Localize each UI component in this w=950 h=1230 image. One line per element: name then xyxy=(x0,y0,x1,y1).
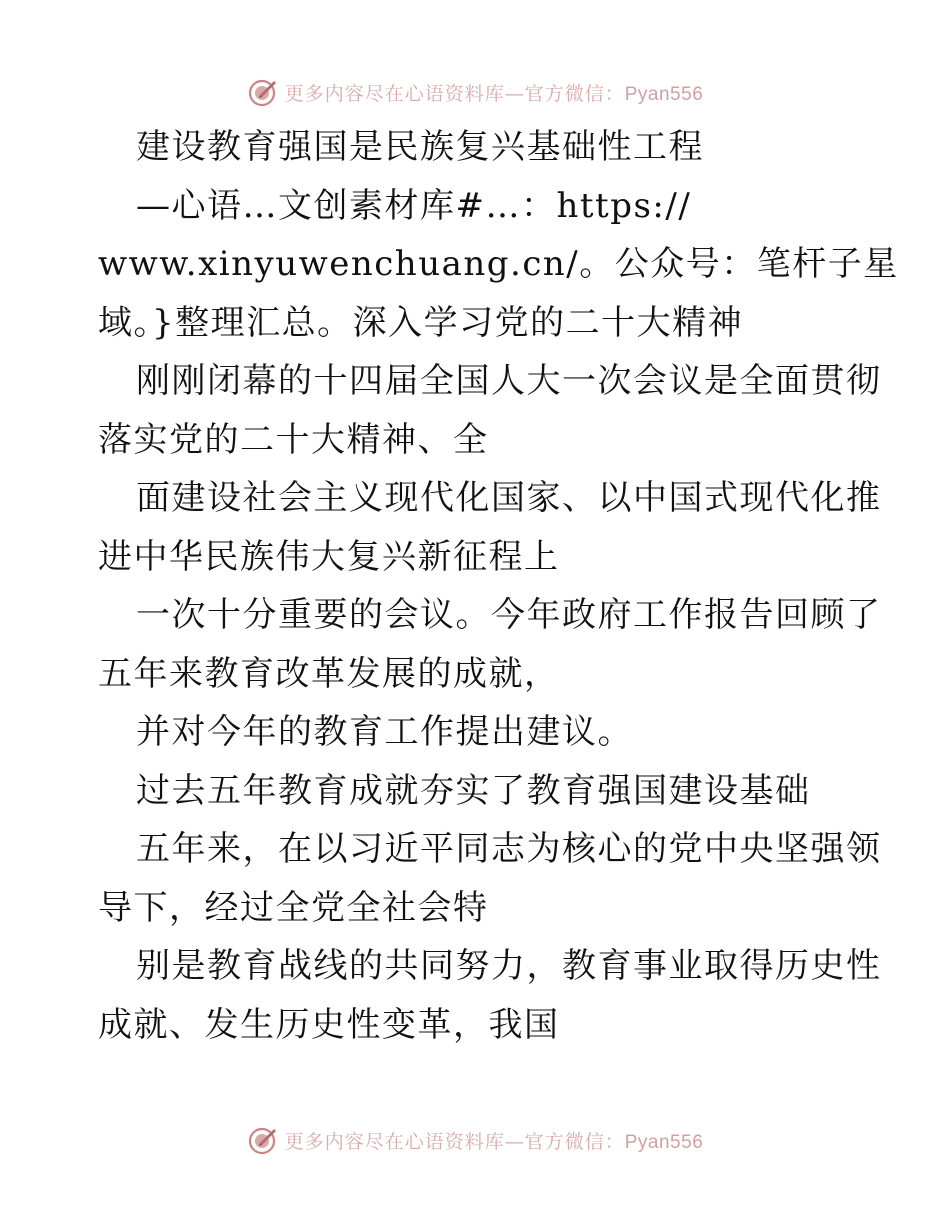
text-line: 过去五年教育成就夯实了教育强国建设基础 xyxy=(136,770,811,811)
text-line: 刚刚闭幕的十四届全国人大一次会议是全面贯彻 xyxy=(136,361,882,401)
text-line: 五年来，在以习近平同志为核心的党中央坚强领 xyxy=(136,829,882,869)
header-watermark xyxy=(0,72,950,112)
text-line: 并对今年的教育工作提出建议。 xyxy=(136,712,633,752)
text-line: —心语…文创素材库#…：https:// xyxy=(136,185,692,226)
text-line: 建设教育强国是民族复兴基础性工程 xyxy=(136,127,704,167)
text-line: 进中华民族伟大复兴新征程上 xyxy=(98,536,560,577)
text-line: 别是教育战线的共同努力，教育事业取得历史性 xyxy=(136,946,882,986)
text-line: 一次十分重要的会议。今年政府工作报告回顾了 xyxy=(136,595,882,635)
watermark-text: 更多内容尽在心语资料库—官方微信：Pyan556 xyxy=(284,1130,704,1153)
text-line: 五年来教育改革发展的成就， xyxy=(98,653,560,694)
text-line: 成就、发生历史性变革，我国 xyxy=(98,1004,560,1045)
footer-watermark xyxy=(0,1120,950,1160)
text-line: 导下，经过全党全社会特 xyxy=(98,887,489,928)
text-line: 落实党的二十大精神、全 xyxy=(98,419,489,460)
text-line: 面建设社会主义现代化国家、以中国式现代化推 xyxy=(136,478,882,518)
pen-nib-circle-logo-icon xyxy=(247,76,279,108)
watermark-text: 更多内容尽在心语资料库—官方微信：Pyan556 xyxy=(284,82,704,105)
text-line: 域。}整理汇总。深入学习党的二十大精神 xyxy=(98,302,744,343)
text-line: www.xinyuwenchuang.cn/。公众号：笔杆子星 xyxy=(98,244,899,284)
pen-nib-circle-logo-icon xyxy=(247,1124,279,1156)
document-body xyxy=(98,118,899,1054)
